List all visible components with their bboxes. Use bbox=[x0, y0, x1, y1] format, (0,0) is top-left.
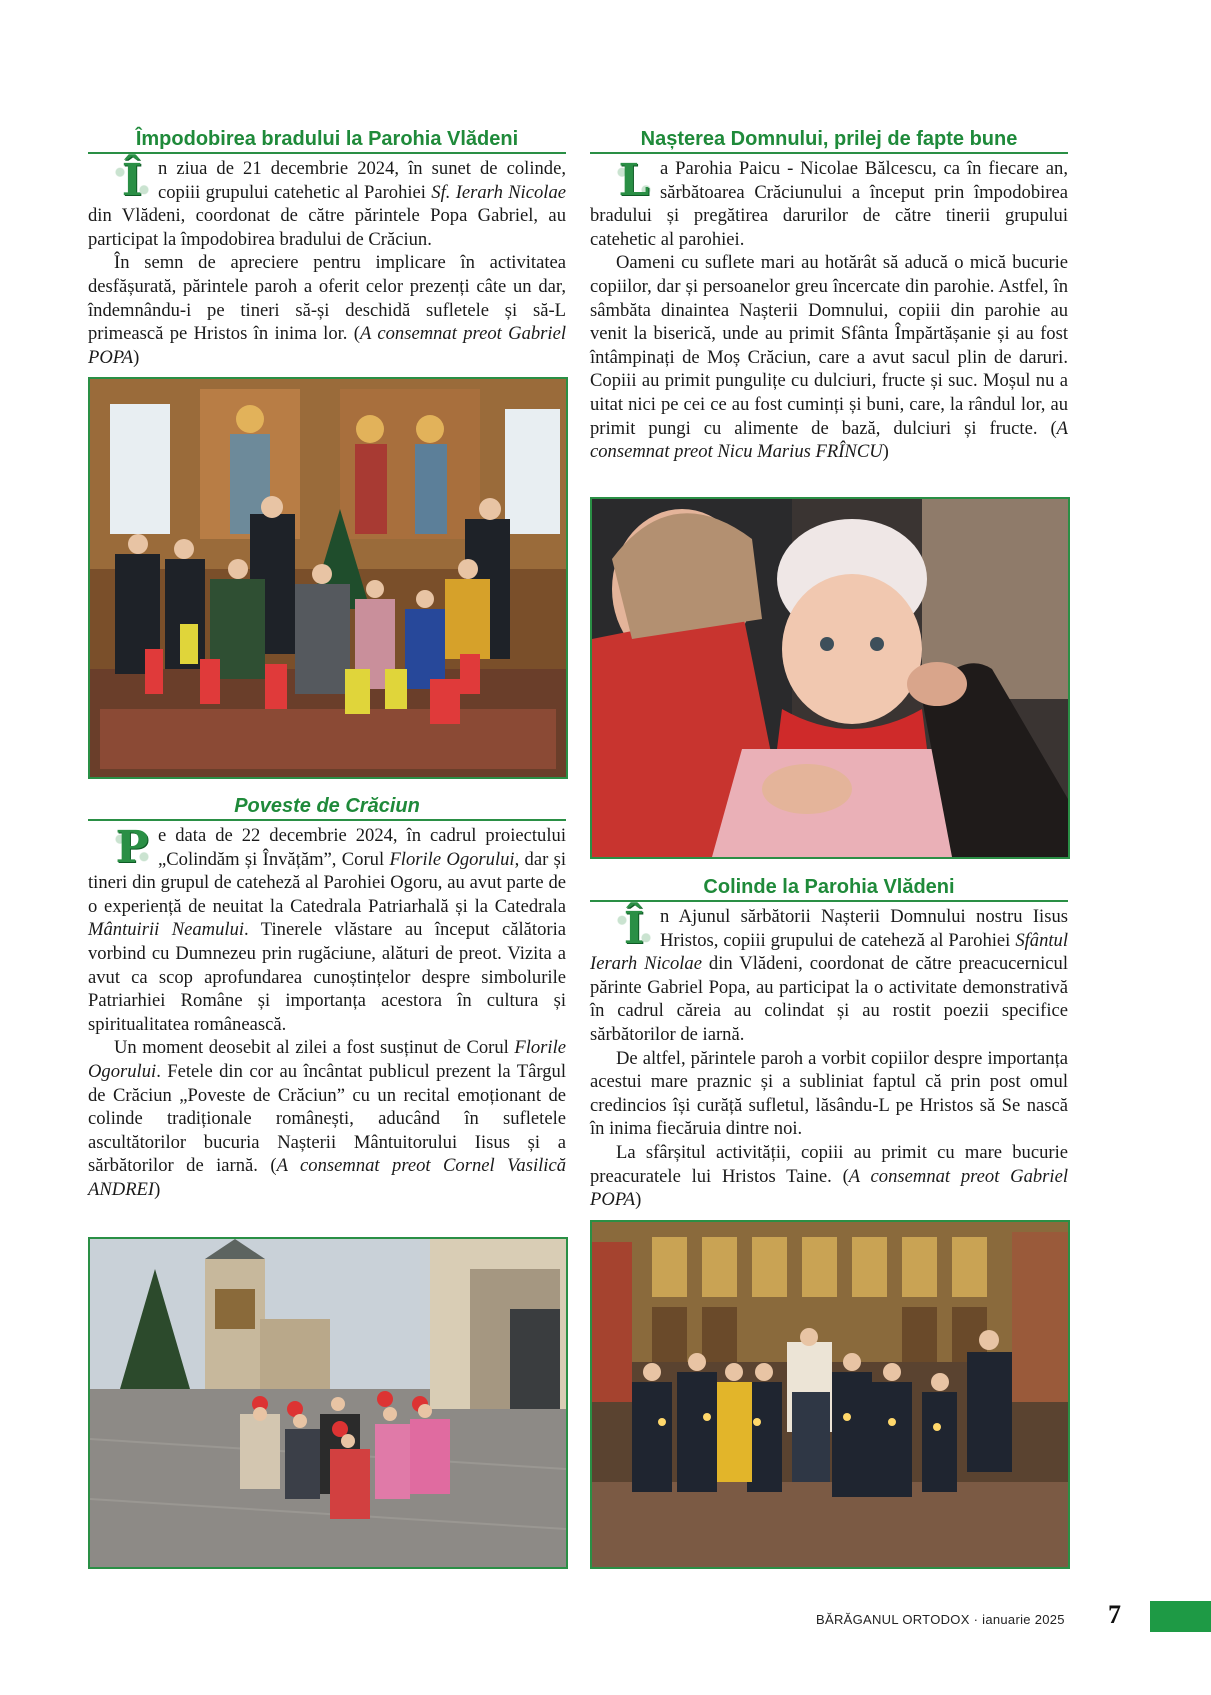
paragraph-text: La sfârșitul activității, copiii au primit cu mare bucurie preacuratele lui Hristos Taine. ( bbox=[590, 1141, 1068, 1187]
dropcap: P bbox=[112, 826, 152, 870]
paragraph-text: Oameni cu suflete mari au hotărât să aducă o mică bucurie copiilor, dar și persoanelor greu încercate din parohie. Astfel, în sâmbăta dinaintea Nașterii Domnului, copiii din parohie au venit la biserică, unde au primit Sfânta Împărtășanie și au fost întâmpinați de Moș Crăciun, care a avut sacul plin de daruri. Copiii au primit pungulițe cu dulciuri, fructe și suc. Moșul nu a uitat nici pe cei ce au fost cuminți și buni, care, la rândul lor, au primit pungi cu alimente de bază, dulciuri și fructe. ( bbox=[590, 252, 1068, 439]
paragraph-text: Un moment deosebit al zilei a fost susținut de Corul bbox=[114, 1037, 515, 1059]
article-title: Poveste de Crăciun bbox=[88, 794, 566, 821]
paragraph-text: a Parohia Paicu - Nicolae Bălcescu, ca în fiecare an, sărbătoarea Crăciunului a început prin împodobirea bradului și pregătirea darurilor de către tinerii grupului catehetic al parohiei. bbox=[590, 158, 1068, 250]
article-title: Nașterea Domnului, prilej de fapte bune bbox=[590, 127, 1068, 154]
paragraph-text: ) bbox=[133, 346, 140, 368]
paragraph-text: din Vlădeni, coordonat de către preacucernicul părinte Gabriel Popa, au participat la o activitate demonstrativă în cadrul căreia au colindat și au rostit poezii specifice sărbătorilor de iarnă. bbox=[590, 953, 1068, 1045]
page-number: 7 bbox=[1108, 1600, 1121, 1629]
article-impodobirea bbox=[88, 127, 566, 369]
paragraph-text: n ziua de 21 decembrie 2024, în sunet de colinde, copiii grupului catehetic al Parohiei bbox=[158, 158, 566, 203]
article-body bbox=[88, 824, 566, 1202]
article-title: Împodobirea bradului la Parohia Vlădeni bbox=[88, 127, 566, 154]
paragraph-text: În semn de apreciere pentru implicare în activitatea desfășurată, părintele paroh a oferit celor prezenți câte un dar, îndemnându-i pe tineri să-și deschidă sufletele și să-L primească pe Hristos în inima lor. ( bbox=[88, 252, 566, 345]
photo-child-communion bbox=[590, 497, 1070, 859]
footer-publication bbox=[816, 1612, 1065, 1627]
dropcap: Î bbox=[614, 907, 654, 951]
paragraph-text: n Ajunul sărbătorii Nașterii Domnului nostru Iisus Hristos, copiii grupului de cateheză al Parohiei bbox=[660, 906, 1068, 951]
article-nasterea bbox=[590, 127, 1068, 464]
photo-children-candles-iconostasis bbox=[590, 1220, 1070, 1569]
italic-text: Sf. Ierarh Nicolae bbox=[431, 181, 566, 203]
article-body bbox=[88, 157, 566, 369]
author-credit: A consemnat preot Nicu Marius FRÎNCU bbox=[590, 417, 1068, 463]
photo-children-cathedral-square bbox=[88, 1237, 568, 1569]
italic-text: Sfântul Ierarh Nicolae bbox=[590, 929, 1068, 975]
article-title: Colinde la Parohia Vlădeni bbox=[590, 875, 1068, 902]
paragraph-text: De altfel, părintele paroh a vorbit copiilor despre importanța acestui mare praznic și a subliniat faptul că prin post omul credincios își curăță sufletul, lăsându-L pe Hristos să Se nască în inima fiecăruia dintre noi. bbox=[590, 1047, 1068, 1140]
paragraph-text: ) bbox=[882, 441, 889, 463]
paragraph-text: ) bbox=[154, 1178, 161, 1200]
author-credit: A consemnat preot Gabriel POPA bbox=[88, 323, 566, 368]
article-body bbox=[590, 157, 1068, 464]
footer-accent-bar bbox=[1150, 1601, 1211, 1632]
author-credit: A consemnat preot Gabriel POPA bbox=[590, 1165, 1068, 1211]
paragraph-text: din Vlădeni, coordonat de către părintele Popa Gabriel, au participat la împodobirea bradului de Crăciun. bbox=[88, 205, 566, 250]
italic-text: Florile Ogorului bbox=[88, 1037, 566, 1082]
author-credit: A consemnat preot Cornel Vasilică ANDREI bbox=[88, 1155, 566, 1200]
paragraph-text: . Tinerele vlăstare au început călătoria vorbind cu Dumnezeu prin rugăciune, alături de preot. Vizita a avut ca scop aprofundarea cunoștințelor despre simbolurile Patriarhiei Române și importanța acestora în cultura și spiritualitatea românească. bbox=[88, 919, 566, 1035]
photo-children-church-tree bbox=[88, 377, 568, 779]
paragraph-text: ) bbox=[635, 1189, 642, 1211]
dropcap: L bbox=[614, 159, 654, 203]
article-colinde bbox=[590, 875, 1068, 1212]
paragraph-text: . Fetele din cor au încântat publicul prezent la Târgul de Crăciun „Poveste de Crăciun” cu un recital emoționant de colinde tradiționale românești, aducând în sufletele ascultătorilor bucuria Nașterii Mântuitorului Iisus și a sărbătorilor de iarnă. ( bbox=[88, 1060, 566, 1177]
italic-text: Mântuirii Neamului bbox=[88, 919, 245, 941]
article-poveste bbox=[88, 794, 566, 1202]
issue-date: · ianuarie 2025 bbox=[969, 1612, 1065, 1627]
paragraph-text: , dar și tineri din grupul de cateheză al Parohiei Ogoru, au avut parte de o experiență de neuitat la Catedrala Patriarhală și la Catedrala bbox=[88, 848, 566, 917]
publication-name: BĂRĂGANUL ORTODOX bbox=[816, 1612, 970, 1627]
paragraph-text: e data de 22 decembrie 2024, în cadrul proiectului „Colindăm și Învățăm”, Corul bbox=[158, 825, 566, 870]
article-body bbox=[590, 905, 1068, 1212]
dropcap: Î bbox=[112, 159, 152, 203]
italic-text: Florile Ogorului bbox=[389, 848, 515, 870]
